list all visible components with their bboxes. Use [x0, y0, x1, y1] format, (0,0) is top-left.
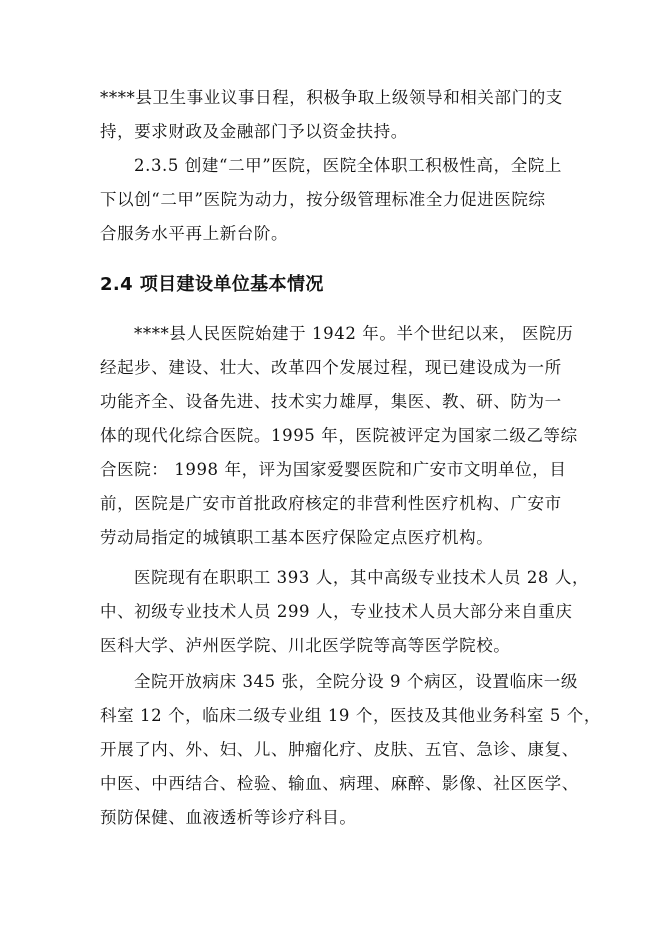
text-line: 医科大学、泸州医学院、川北医学院等高等医学院校。 [100, 636, 511, 655]
text-line: 下以创“二甲”医院为动力，按分级管理标准全力促进医院综 [100, 190, 546, 209]
text-line: 经起步、建设、壮大、改革四个发展过程，现已建设成为一所 [100, 358, 562, 377]
text-line: ****县卫生事业议事日程，积极争取上级领导和相关部门的支 [100, 88, 563, 107]
text-line: 合服务水平再上新台阶。 [100, 224, 289, 243]
text-line: 中医、中西结合、检验、输血、病理、麻醉、影像、社区医学、 [100, 774, 579, 793]
text-line: 开展了内、外、妇、儿、肿瘤化疗、皮肤、五官、急诊、康复、 [100, 740, 579, 759]
text-line: 功能齐全、设备先进、技术实力雄厚，集医、教、研、防为一 [100, 392, 562, 411]
text-line: 持，要求财政及金融部门予以资金扶持。 [100, 122, 408, 141]
paragraph-start-line: 2.3.5 创建“二甲”医院，医院全体职工积极性高，全院上 [134, 156, 562, 175]
text-line: 体的现代化综合医院。1995 年，医院被评定为国家二级乙等综 [100, 426, 578, 445]
text-line: 中、初级专业技术人员 299 人，专业技术人员大部分来自重庆 [100, 602, 573, 621]
section-heading: 2.4 项目建设单位基本情况 [100, 274, 324, 295]
text-line: 预防保健、血液透析等诊疗科目。 [100, 808, 357, 827]
text-line: 合医院： 1998 年，评为国家爱婴医院和广安市文明单位，目 [100, 460, 567, 479]
paragraph-start-line: ****县人民医院始建于 1942 年。半个世纪以来， 医院历 [134, 324, 574, 343]
paragraph-start-line: 全院开放病床 345 张，全院分设 9 个病区，设置临床一级 [134, 672, 578, 691]
text-line: 前，医院是广安市首批政府核定的非营利性医疗机构、广安市 [100, 494, 562, 513]
text-line: 科室 12 个，临床二级专业组 19 个，医技及其他业务科室 5 个， [100, 706, 601, 725]
text-line: 劳动局指定的城镇职工基本医疗保险定点医疗机构。 [100, 528, 494, 547]
paragraph-start-line: 医院现有在职职工 393 人，其中高级专业技术人员 28 人， [134, 568, 590, 587]
